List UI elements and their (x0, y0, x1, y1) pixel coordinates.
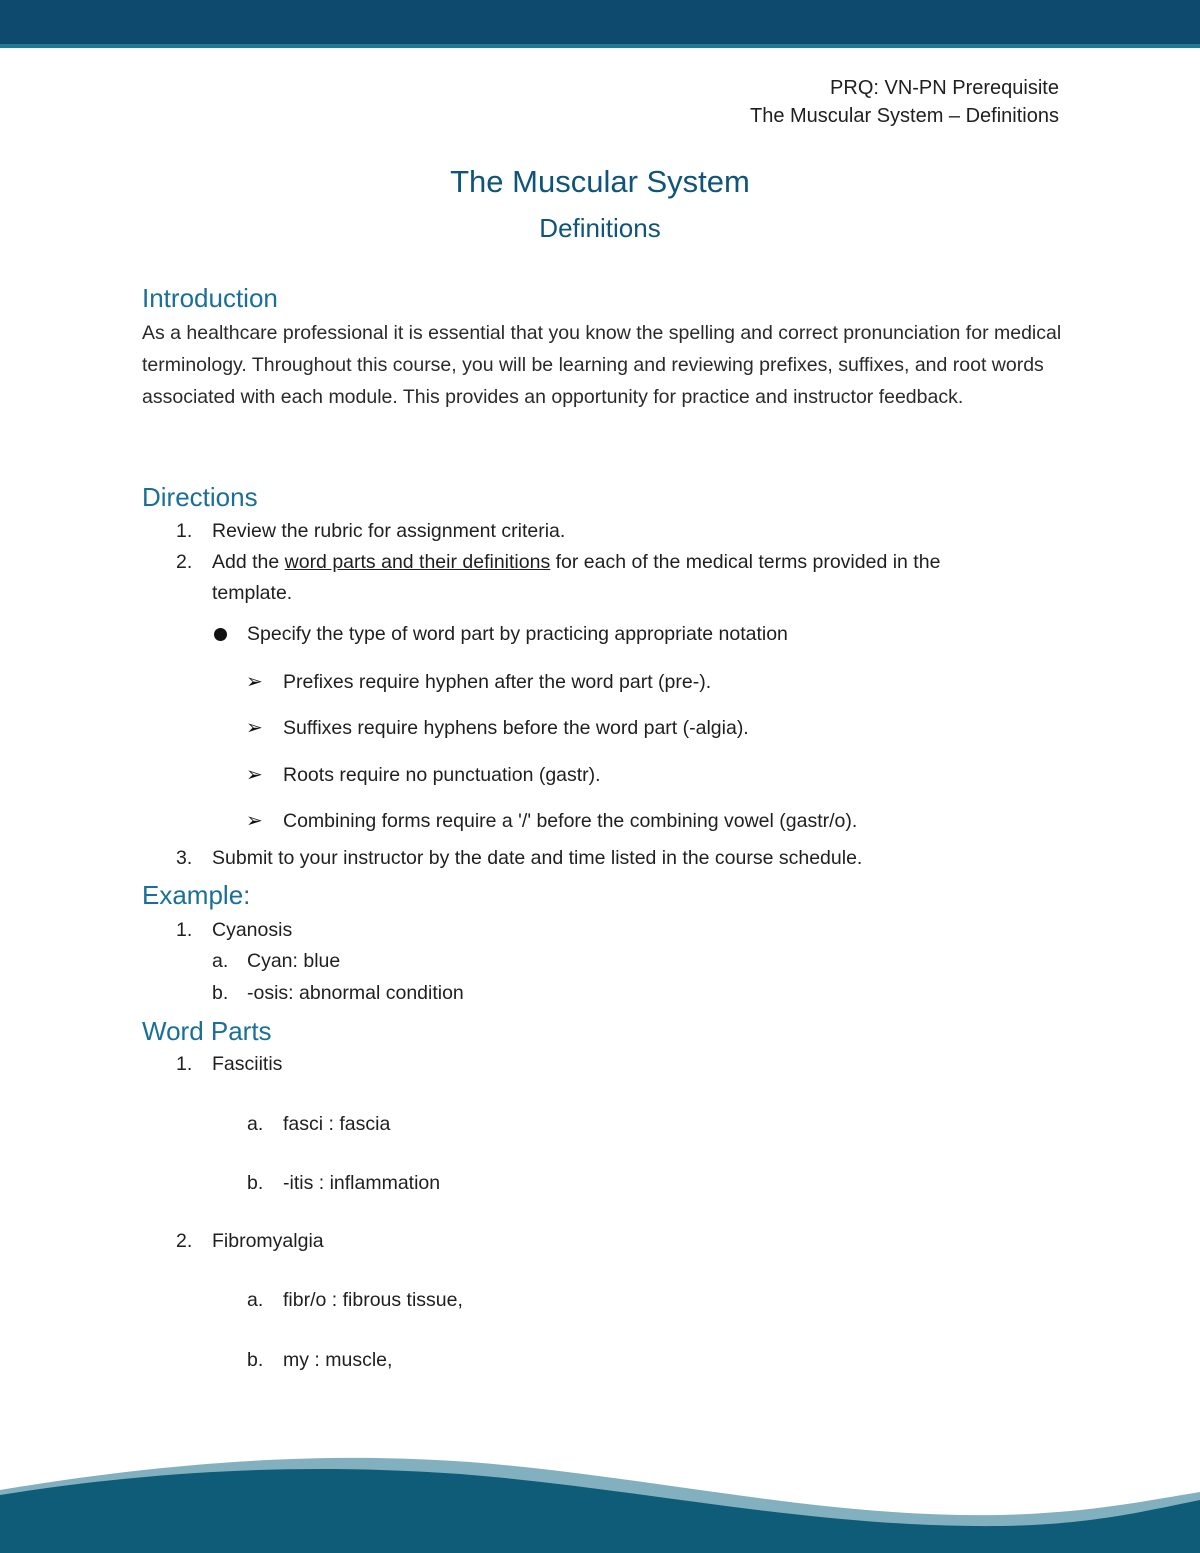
top-banner (0, 0, 1200, 44)
list-letter: b. (247, 1172, 264, 1194)
arrow-bullet-icon: ➢ (246, 671, 263, 693)
list-number: 3. (176, 847, 193, 869)
direction-bullet: Specify the type of word part by practicing appropriate notation (247, 623, 788, 645)
fibromyalgia-part-a: fibr/o : fibrous tissue, (283, 1289, 463, 1311)
example-part-a: Cyan: blue (247, 950, 341, 972)
notation-suffix: Suffixes require hyphens before the word part (-algia). (283, 717, 749, 739)
list-letter: b. (247, 1349, 264, 1371)
term-fasciitis: Fasciitis (212, 1053, 283, 1075)
list-number: 2. (176, 1230, 193, 1252)
example-heading: Example: (142, 880, 251, 910)
top-banner-accent (0, 44, 1200, 48)
list-letter: a. (212, 950, 229, 972)
step2-text: Add the (212, 551, 285, 573)
notation-prefix: Prefixes require hyphen after the word part (pre-). (283, 671, 712, 693)
directions-heading: Directions (142, 482, 258, 512)
direction-step-2-continued: template. (212, 582, 293, 604)
introduction-heading: Introduction (142, 283, 278, 313)
page-subtitle: Definitions (539, 213, 661, 243)
step2-text-end: for each of the medical terms provided in the (550, 551, 941, 573)
list-letter: a. (247, 1113, 264, 1135)
word-parts-heading: Word Parts (142, 1016, 272, 1046)
direction-step-3: Submit to your instructor by the date and time listed in the course schedule. (212, 847, 863, 869)
list-number: 1. (176, 520, 193, 542)
fasciitis-part-b: -itis : inflammation (283, 1172, 441, 1194)
notation-root: Roots require no punctuation (gastr). (283, 764, 601, 786)
arrow-bullet-icon: ➢ (246, 764, 263, 786)
list-number: 1. (176, 1053, 193, 1075)
introduction-text: As a healthcare professional it is essential that you know the spelling and correct pronunciation for medical terminology. Throughout this course, you will be learning and reviewing prefixes, suffixes, and root words associated with each module. This provides an opportunity for practice and instructor feedback. (142, 322, 1062, 408)
fibromyalgia-part-b: my : muscle, (283, 1349, 393, 1371)
direction-step-2 (212, 547, 940, 577)
list-letter: b. (212, 982, 229, 1004)
example-part-b: -osis: abnormal condition (247, 982, 464, 1004)
page-title: The Muscular System (450, 164, 750, 199)
header-course: PRQ: VN-PN Prerequisite (830, 77, 1059, 99)
bullet-icon (214, 628, 227, 641)
arrow-bullet-icon: ➢ (246, 717, 263, 739)
word-parts-link[interactable]: word parts and their definitions (284, 551, 551, 573)
list-number: 1. (176, 919, 193, 941)
notation-combining-form: Combining forms require a '/' before the combining vowel (gastr/o). (283, 810, 858, 832)
direction-step-1: Review the rubric for assignment criteria. (212, 520, 566, 542)
fasciitis-part-a: fasci : fascia (283, 1113, 391, 1135)
term-fibromyalgia: Fibromyalgia (212, 1230, 324, 1252)
list-number: 2. (176, 551, 193, 573)
bottom-wave-decoration (0, 1440, 1200, 1553)
page-header (750, 74, 1059, 130)
list-letter: a. (247, 1289, 264, 1311)
header-doc-title: The Muscular System – Definitions (749, 105, 1059, 127)
example-term: Cyanosis (212, 919, 293, 941)
arrow-bullet-icon: ➢ (246, 810, 263, 832)
